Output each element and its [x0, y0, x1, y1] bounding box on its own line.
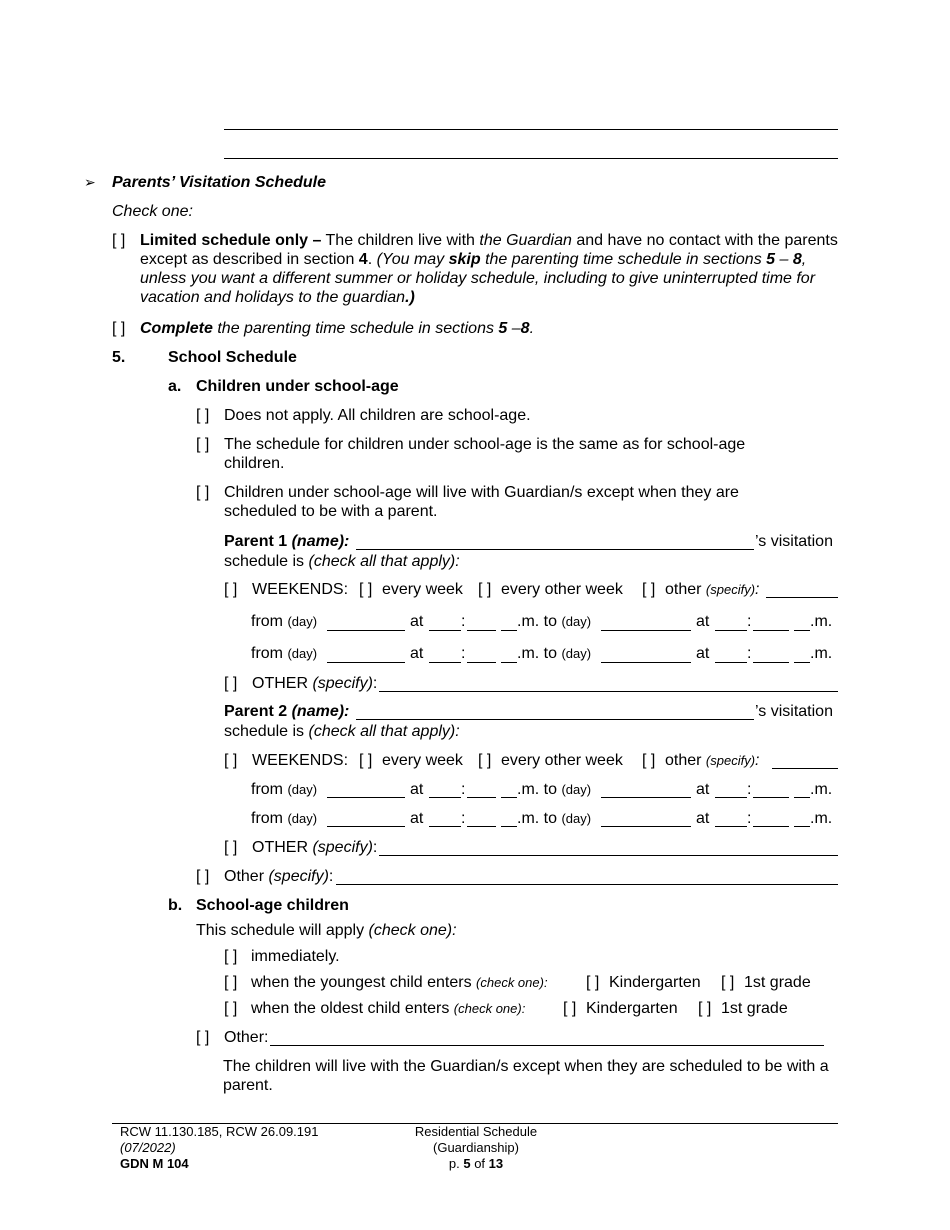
p1-other-label: other (specify):: [665, 581, 760, 598]
ampm-field[interactable]: [794, 797, 810, 798]
p2-every-week-checkbox[interactable]: [ ]: [359, 752, 373, 769]
hour-field[interactable]: [715, 826, 747, 827]
same-schedule-checkbox[interactable]: [ ]: [196, 436, 210, 453]
oldest-kindergarten-label: Kindergarten: [586, 1000, 678, 1017]
time-colon: :: [461, 613, 466, 630]
ampm-field[interactable]: [794, 826, 810, 827]
time-colon: :: [747, 613, 752, 630]
arrow-bullet-icon: ➢: [84, 174, 96, 190]
p2-other-caps-label: OTHER (specify):: [252, 839, 378, 856]
time-colon: :: [461, 810, 466, 827]
at-label: at: [696, 645, 710, 662]
oldest-text: when the oldest child enters (check one):: [251, 1000, 526, 1017]
oldest-first-grade-checkbox[interactable]: [ ]: [698, 1000, 712, 1017]
parent-1-visitation-suffix: ’s visitation: [755, 533, 833, 550]
parent-1-name-field[interactable]: [356, 549, 754, 550]
time-colon: :: [461, 781, 466, 798]
subsection-b-letter: b.: [168, 897, 183, 914]
oldest-checkbox[interactable]: [ ]: [224, 1000, 238, 1017]
m-to-label: .m. to (day): [517, 810, 592, 827]
complete-checkbox[interactable]: [ ]: [112, 320, 126, 337]
from-day-field[interactable]: [327, 797, 405, 798]
from-day-field[interactable]: [327, 630, 405, 631]
hour-field[interactable]: [715, 797, 747, 798]
section-5-number: 5.: [112, 349, 126, 366]
a-other-checkbox[interactable]: [ ]: [196, 868, 210, 885]
ampm-field[interactable]: [501, 826, 517, 827]
hour-field[interactable]: [429, 630, 461, 631]
p2-every-other-week-checkbox[interactable]: [ ]: [478, 752, 492, 769]
p1-other-specify-field[interactable]: [766, 597, 838, 598]
p2-other-checkbox[interactable]: [ ]: [642, 752, 656, 769]
check-one-instruction: Check one:: [112, 203, 193, 220]
parent-2-label: Parent 2 (name):: [224, 703, 350, 720]
m-end-label: .m.: [810, 810, 833, 827]
a-other-label: Other (specify):: [224, 868, 334, 885]
minute-field[interactable]: [753, 662, 789, 663]
at-label: at: [696, 810, 710, 827]
youngest-first-grade-label: 1st grade: [744, 974, 811, 991]
p2-every-week-label: every week: [382, 752, 463, 769]
at-label: at: [410, 810, 424, 827]
at-label: at: [410, 645, 424, 662]
m-end-label: .m.: [810, 645, 833, 662]
minute-field[interactable]: [753, 797, 789, 798]
m-to-label: .m. to (day): [517, 613, 592, 630]
parent-1-schedule-is: schedule is (check all that apply):: [224, 553, 460, 570]
from-label: from (day): [251, 645, 318, 662]
to-day-field[interactable]: [601, 662, 691, 663]
time-colon: :: [461, 645, 466, 662]
minute-field[interactable]: [467, 630, 496, 631]
ampm-field[interactable]: [794, 630, 810, 631]
footer-date: (07/2022): [120, 1140, 176, 1155]
b-other-label: Other:: [224, 1029, 269, 1046]
parent-2-schedule-is: schedule is (check all that apply):: [224, 723, 460, 740]
p2-weekends-checkbox[interactable]: [ ]: [224, 752, 238, 769]
minute-field[interactable]: [753, 826, 789, 827]
p2-every-other-week-label: every other week: [501, 752, 623, 769]
from-day-field[interactable]: [327, 662, 405, 663]
to-day-field[interactable]: [601, 797, 691, 798]
m-end-label: .m.: [810, 781, 833, 798]
does-not-apply-text: Does not apply. All children are school-age.: [224, 407, 531, 424]
youngest-kindergarten-label: Kindergarten: [609, 974, 701, 991]
complete-schedule-text: Complete the parenting time schedule in sections 5 –8.: [140, 320, 535, 337]
youngest-text: when the youngest child enters (check one):: [251, 974, 548, 991]
m-to-label: .m. to (day): [517, 645, 592, 662]
parent-2-visitation-suffix: ’s visitation: [755, 703, 833, 720]
to-day-field[interactable]: [601, 826, 691, 827]
from-label: from (day): [251, 781, 318, 798]
b-other-checkbox[interactable]: [ ]: [196, 1029, 210, 1046]
p1-other-caps-field[interactable]: [379, 691, 838, 692]
guardian-schedule-text: Children under school-age will live with Guardian/s except when they are scheduled to be with a parent.: [224, 484, 739, 520]
p2-other-caps-field[interactable]: [379, 855, 838, 856]
hour-field[interactable]: [429, 797, 461, 798]
subsection-a-letter: a.: [168, 378, 182, 395]
p1-other-checkbox[interactable]: [ ]: [642, 581, 656, 598]
blank-line-2[interactable]: [224, 158, 838, 159]
at-label: at: [696, 781, 710, 798]
hour-field[interactable]: [429, 662, 461, 663]
p1-every-week-checkbox[interactable]: [ ]: [359, 581, 373, 598]
p2-other-caps-checkbox[interactable]: [ ]: [224, 839, 238, 856]
same-schedule-text: The schedule for children under school-age is the same as for school-age children.: [224, 436, 746, 472]
hour-field[interactable]: [715, 630, 747, 631]
p1-other-caps-label: OTHER (specify):: [252, 675, 378, 692]
at-label: at: [410, 613, 424, 630]
limited-checkbox[interactable]: [ ]: [112, 232, 126, 249]
youngest-checkbox[interactable]: [ ]: [224, 974, 238, 991]
p2-other-specify-field[interactable]: [772, 768, 838, 769]
minute-field[interactable]: [467, 662, 496, 663]
p1-weekends-checkbox[interactable]: [ ]: [224, 581, 238, 598]
section-heading: Parents’ Visitation Schedule: [112, 174, 326, 191]
b-apply-text: This schedule will apply (check one):: [196, 922, 457, 939]
immediately-text: immediately.: [251, 948, 340, 965]
to-day-field[interactable]: [601, 630, 691, 631]
m-end-label: .m.: [810, 613, 833, 630]
ampm-field[interactable]: [794, 662, 810, 663]
hour-field[interactable]: [715, 662, 747, 663]
ampm-field[interactable]: [501, 662, 517, 663]
p1-weekends-label: WEEKENDS:: [252, 581, 349, 598]
footer-form-number: GDN M 104: [120, 1156, 189, 1171]
parent-2-name-field[interactable]: [356, 719, 754, 720]
at-label: at: [696, 613, 710, 630]
b-other-field[interactable]: [270, 1045, 824, 1046]
page-number: p. 5 of 13: [448, 1156, 504, 1171]
hour-field[interactable]: [429, 826, 461, 827]
minute-field[interactable]: [753, 630, 789, 631]
immediately-checkbox[interactable]: [ ]: [224, 948, 238, 965]
oldest-kindergarten-checkbox[interactable]: [ ]: [563, 1000, 577, 1017]
p2-other-label: other (specify):: [665, 752, 760, 769]
at-label: at: [410, 781, 424, 798]
b-live-text: The children will live with the Guardian/s except when they are scheduled to be with a parent.: [223, 1058, 829, 1094]
section-5-title: School Schedule: [168, 349, 297, 366]
p2-weekends-label: WEEKENDS:: [252, 752, 349, 769]
footer-rcw: RCW 11.130.185, RCW 26.09.191: [120, 1124, 319, 1139]
minute-field[interactable]: [467, 826, 496, 827]
p1-every-other-week-label: every other week: [501, 581, 623, 598]
m-to-label: .m. to (day): [517, 781, 592, 798]
time-colon: :: [747, 781, 752, 798]
from-label: from (day): [251, 810, 318, 827]
oldest-first-grade-label: 1st grade: [721, 1000, 788, 1017]
a-other-field[interactable]: [336, 884, 838, 885]
ampm-field[interactable]: [501, 630, 517, 631]
from-day-field[interactable]: [327, 826, 405, 827]
youngest-first-grade-checkbox[interactable]: [ ]: [721, 974, 735, 991]
subsection-b-title: School-age children: [196, 897, 349, 914]
from-label: from (day): [251, 613, 318, 630]
limited-schedule-text: Limited schedule only – The children live with the Guardian and have no contact with the parents except as described in section 4. (You may skip the parenting time schedule in sections 5 – 8, unless you want a different summer or holiday schedule, including to give uninterrupted time for vacation and holidays to the guardian.): [140, 232, 838, 306]
p1-other-caps-checkbox[interactable]: [ ]: [224, 675, 238, 692]
ampm-field[interactable]: [501, 797, 517, 798]
p1-every-other-week-checkbox[interactable]: [ ]: [478, 581, 492, 598]
parent-1-label: Parent 1 (name):: [224, 533, 350, 550]
does-not-apply-checkbox[interactable]: [ ]: [196, 407, 210, 424]
youngest-kindergarten-checkbox[interactable]: [ ]: [586, 974, 600, 991]
footer-title: Residential Schedule (Guardianship) p. 5 of 13: [400, 1124, 552, 1172]
guardian-schedule-checkbox[interactable]: [ ]: [196, 484, 210, 501]
subsection-a-title: Children under school-age: [196, 378, 399, 395]
blank-line-1[interactable]: [224, 129, 838, 130]
time-colon: :: [747, 810, 752, 827]
time-colon: :: [747, 645, 752, 662]
minute-field[interactable]: [467, 797, 496, 798]
p1-every-week-label: every week: [382, 581, 463, 598]
